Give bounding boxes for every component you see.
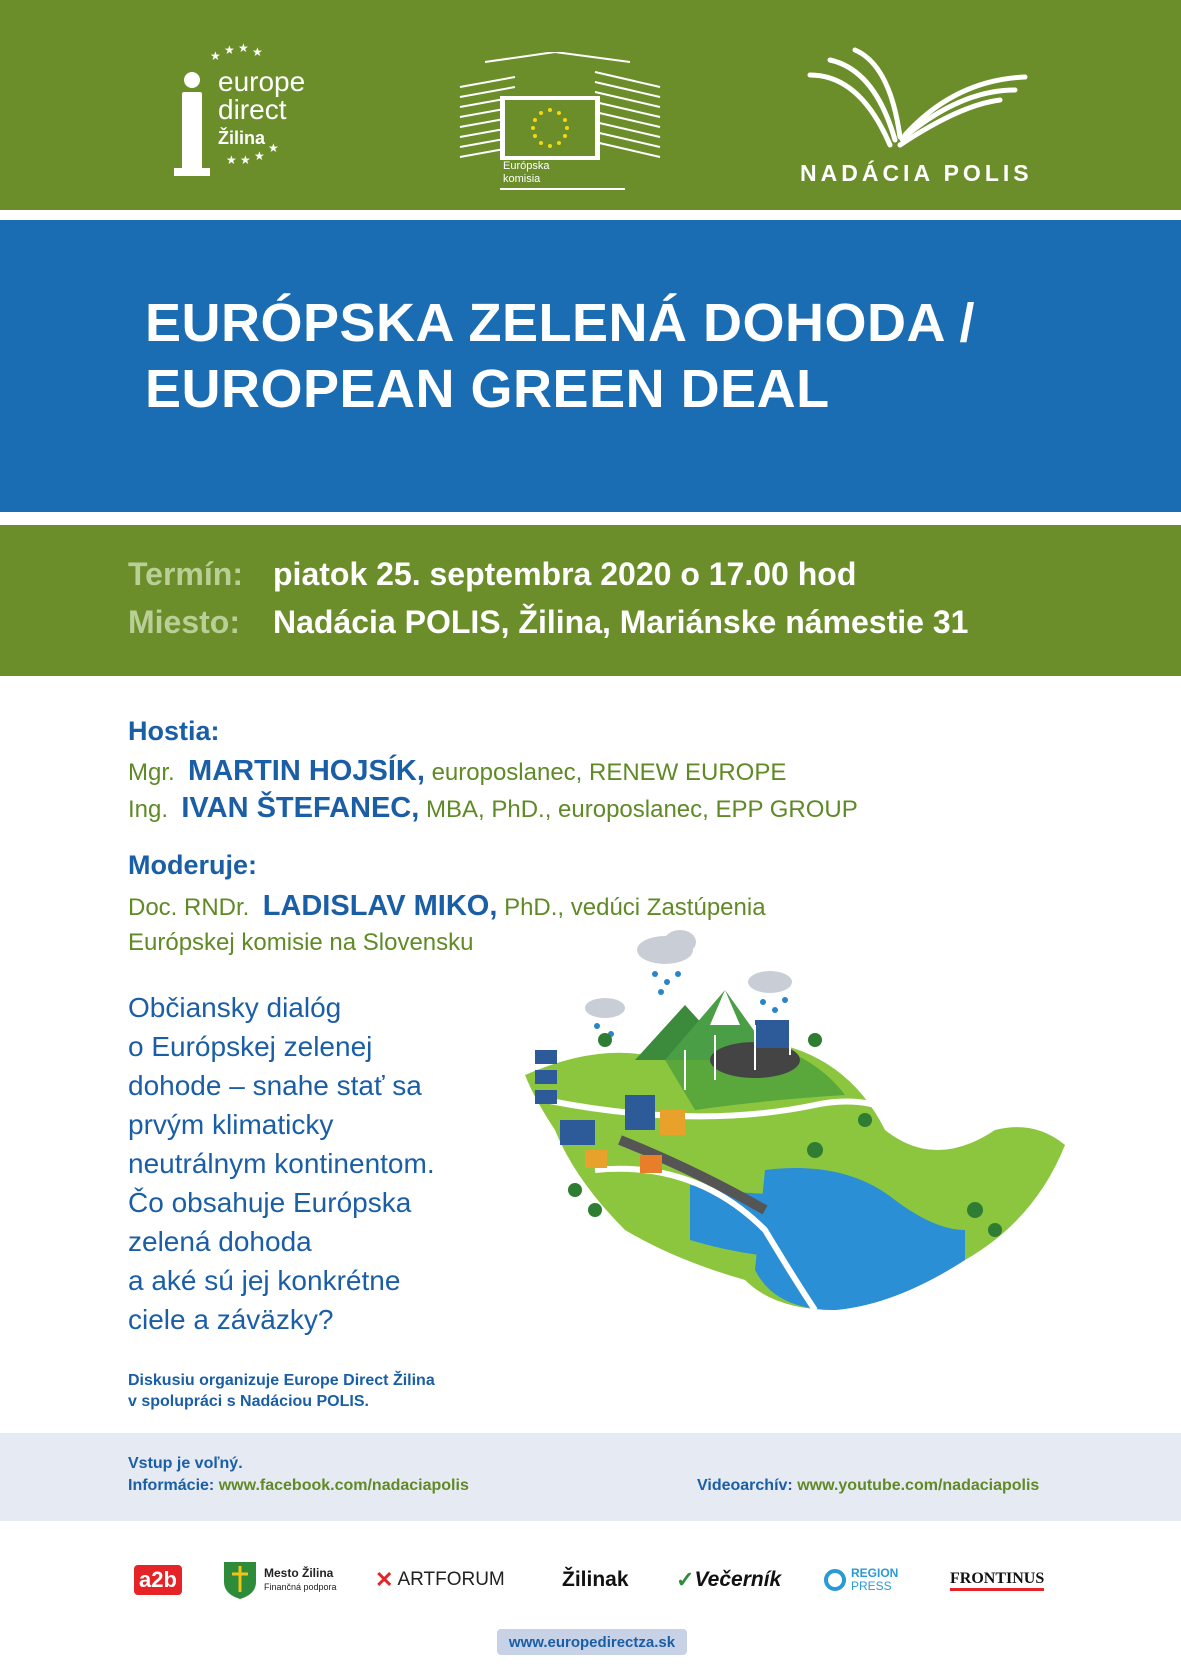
place-value: Nadácia POLIS, Žilina, Mariánske námestie 31 (273, 604, 969, 640)
partner-a2b-text: a2b (134, 1565, 182, 1595)
partner-mesto-zilina-logo (222, 1560, 337, 1600)
logo-direct-text: direct (218, 94, 287, 125)
logo-europe-text: europe (218, 66, 306, 97)
nadacia-polis-text: NADÁCIA POLIS (800, 160, 1033, 186)
description (128, 988, 548, 1339)
green-leaf-illustration (515, 930, 1075, 1350)
place-row (128, 604, 969, 641)
video-label: Videoarchív: (697, 1477, 793, 1494)
guest-title: Mgr. (128, 759, 175, 786)
guest-role: MBA, PhD., europoslanec, EPP GROUP (426, 796, 858, 823)
entry-note: Vstup je voľný. (128, 1455, 243, 1472)
organizer-line-1: Diskusiu organizuje Europe Direct Žilina (128, 1372, 435, 1389)
partner-region-press-logo (823, 1560, 898, 1600)
svg-text:★: ★ (238, 41, 249, 55)
info-label: Informácie: (128, 1477, 215, 1494)
partner-vecernik-logo (676, 1560, 781, 1600)
divider (0, 210, 1181, 220)
region-text: REGION (851, 1566, 899, 1580)
vecernik-text: Večerník (694, 1568, 782, 1591)
date-row (128, 556, 857, 593)
svg-text:★: ★ (240, 153, 251, 167)
page-title (145, 290, 975, 422)
date-label: Termín: (128, 556, 243, 592)
guest-role: europoslanec, RENEW EUROPE (431, 759, 787, 786)
description-line: Občiansky dialóg (128, 992, 342, 1023)
title-line-2: EUROPEAN GREEN DEAL (145, 359, 830, 419)
press-text: PRESS (851, 1579, 892, 1593)
svg-text:★: ★ (268, 141, 279, 155)
date-value: piatok 25. septembra 2020 o 17.00 hod (273, 556, 857, 592)
info-row (128, 1477, 469, 1495)
event-info-band (0, 525, 1181, 676)
svg-text:★: ★ (252, 45, 263, 59)
description-line: a aké sú jej konkrétne (128, 1265, 401, 1296)
partner-artforum-logo (375, 1560, 505, 1600)
guest-row: Mgr. MARTIN HOJSÍK, europoslanec, RENEW EUROPE (128, 755, 787, 787)
facebook-link[interactable]: www.facebook.com/nadaciapolis (218, 1477, 469, 1494)
artforum-mark-icon: ✕ (375, 1567, 394, 1592)
guest-row: Ing. IVAN ŠTEFANEC, MBA, PhD., europoslanec, EPP GROUP (128, 792, 858, 824)
commission-label-1: Európska (503, 160, 550, 172)
artforum-text: ARTFORUM (397, 1569, 505, 1590)
moderator-name: LADISLAV MIKO (262, 890, 490, 922)
european-commission-logo (455, 52, 665, 192)
divider (0, 512, 1181, 525)
zilinak-text: Žilinak (562, 1568, 629, 1591)
description-line: o Európskej zelenej (128, 1031, 373, 1062)
guests-heading: Hostia: (128, 716, 220, 746)
book-icon (790, 45, 1050, 155)
website-link[interactable]: www.europedirectza.sk (497, 1629, 687, 1655)
mesto-zilina-subtext: Finančná podpora (264, 1582, 337, 1592)
logo-zilina-text: Žilina (218, 128, 266, 148)
description-line: prvým klimaticky (128, 1109, 334, 1140)
leaf-landscape-graphic (515, 930, 1075, 1350)
nadacia-polis-logo (790, 45, 1050, 195)
region-press-ring-icon (823, 1568, 847, 1592)
organizer-line-2: v spolupráci s Nadáciou POLIS. (128, 1393, 369, 1410)
commission-label-2: komisia (503, 173, 541, 185)
partner-zilinak-logo (562, 1560, 629, 1600)
vecernik-check-icon: ✓ (676, 1567, 695, 1592)
frontinus-text: FRONTINUS (950, 1570, 1044, 1591)
coat-of-arms-icon (222, 1560, 258, 1600)
description-line: ciele a záväzky? (128, 1304, 334, 1335)
europe-direct-logo (170, 40, 330, 190)
video-row (697, 1477, 1039, 1495)
moderator-row: Doc. RNDr. LADISLAV MIKO, PhD., vedúci Zastúpenia (128, 890, 766, 922)
guest-name: IVAN ŠTEFANEC (181, 792, 412, 824)
description-line: dohode – snahe stať sa (128, 1070, 422, 1101)
moderator-role: PhD., vedúci Zastúpenia (504, 894, 766, 921)
description-line: neutrálnym kontinentom. (128, 1148, 435, 1179)
description-line: Čo obsahuje Európska (128, 1187, 412, 1218)
guest-name: MARTIN HOJSÍK (188, 755, 417, 787)
partner-frontinus-logo (950, 1560, 1044, 1600)
svg-text:★: ★ (226, 153, 237, 167)
guest-title: Ing. (128, 796, 169, 823)
organizer-note (128, 1370, 435, 1412)
youtube-link[interactable]: www.youtube.com/nadaciapolis (797, 1477, 1040, 1494)
svg-text:★: ★ (210, 49, 221, 63)
place-label: Miesto: (128, 604, 240, 640)
moderator-heading: Moderuje: (128, 850, 258, 880)
commission-building-graphic (455, 52, 665, 192)
moderator-role-2: Európskej komisie na Slovensku (128, 929, 474, 956)
svg-text:★: ★ (254, 149, 265, 163)
mesto-zilina-text: Mesto Žilina (264, 1566, 334, 1580)
svg-text:★: ★ (224, 43, 235, 57)
description-line: zelená dohoda (128, 1226, 312, 1257)
moderator-title: Doc. RNDr. (128, 894, 250, 921)
title-line-1: EURÓPSKA ZELENÁ DOHODA / (145, 293, 976, 353)
partner-a2b-logo (134, 1560, 182, 1600)
